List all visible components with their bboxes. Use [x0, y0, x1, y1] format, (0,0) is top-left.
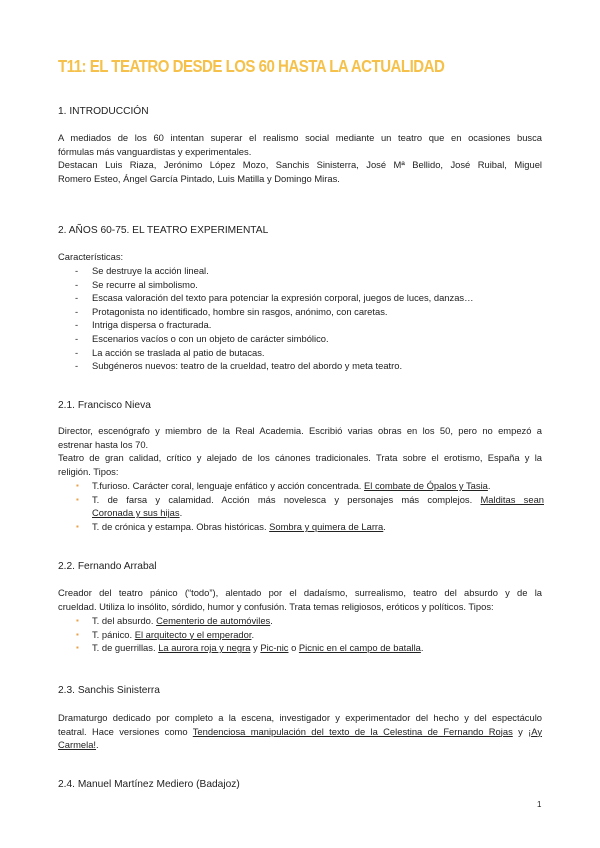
text-line: teatral. Hace versiones como Tendenciosa manipulación del texto de la Celestina de Fernando Rojas y ¡Ay	[58, 725, 543, 737]
characteristics-list	[58, 264, 548, 373]
text-line: Creador del teatro pánico (“todo”), alentado por el dadaísmo, surrealismo, teatro del absurdo y de la	[58, 587, 542, 598]
work-title: Tendenciosa manipulación del texto de la Celestina de Fernando Rojas	[192, 725, 513, 737]
list-item: ▪ T. de guerrillas. La aurora roja y negra y Pic-nic o Picnic en el campo de batalla.	[58, 641, 544, 655]
text-line: Dramaturgo dedicado por completo a la escena, investigador y experimentador del hecho y del espectáculo	[58, 712, 542, 723]
nieva-paragraph	[58, 424, 542, 478]
text-line: Romero Esteo, Ángel García Pintado, Luis Matilla y Domingo Miras.	[58, 172, 340, 184]
list-item: ▪ T. del absurdo. Cementerio de automóviles.	[58, 614, 544, 628]
text-line: estrenar hasta los 70.	[58, 438, 149, 450]
list-item: ▪ T.furioso. Carácter coral, lenguaje enfático y acción concentrada. El combate de Ópalos y Tasia.	[58, 479, 544, 493]
page-title: T11: EL TEATRO DESDE LOS 60 HASTA LA ACTUALIDAD	[58, 56, 445, 76]
work-title: Malditas sean	[480, 493, 544, 505]
section-heading-francisco-nieva: 2.1. Francisco Nieva	[58, 400, 151, 411]
work-title: ¡Ay	[528, 725, 543, 737]
list-item: ▪ T. de crónica y estampa. Obras históricas. Sombra y quimera de Larra.	[58, 520, 544, 534]
characteristics-label: Características:	[58, 251, 124, 262]
text-line: religión. Tipos:	[58, 465, 119, 477]
work-title: El combate de Ópalos y Tasia	[364, 480, 488, 491]
list-item: - Escasa valoración del texto para potenciar la expresión corporal, juegos de luces, danzas…	[58, 291, 548, 305]
text-line: Carmela!.	[58, 739, 99, 751]
list-item: - Se recurre al simbolismo.	[58, 278, 548, 292]
work-title: El arquitecto y el emperador	[134, 628, 252, 640]
arrabal-paragraph	[58, 586, 542, 613]
list-item: - Subgéneros nuevos: teatro de la crueldad, teatro del abordo y meta teatro.	[58, 359, 548, 373]
arrabal-types-list	[58, 614, 544, 655]
list-item: - Intriga dispersa o fracturada.	[58, 318, 548, 332]
section-heading-sanchis-sinisterra: 2.3. Sanchis Sinisterra	[58, 685, 160, 696]
page-number: 1	[537, 800, 542, 809]
work-title: Carmela!	[58, 739, 97, 751]
work-title: La aurora roja y negra	[158, 642, 251, 654]
text-line: Director, escenógrafo y miembro de la Real Academia. Escribió varias obras en los 50, pero no empezó a	[58, 425, 542, 436]
intro-paragraph	[58, 131, 542, 185]
work-title: Cementerio de automóviles	[156, 615, 271, 626]
text-line: A mediados de los 60 intentan superar el realismo social mediante un teatro que en ocasiones busca	[58, 132, 542, 143]
work-title: Coronada y sus hijas	[92, 507, 180, 519]
list-item: - Escenarios vacíos o con un objeto de carácter simbólico.	[58, 332, 548, 346]
sinisterra-paragraph	[58, 711, 542, 752]
section-heading-fernando-arrabal: 2.2. Fernando Arrabal	[58, 561, 157, 572]
work-title: Sombra y quimera de Larra	[269, 520, 384, 532]
section-heading-introduccion: 1. INTRODUCCIÓN	[58, 106, 149, 117]
list-item: - La acción se traslada al patio de butacas.	[58, 346, 548, 360]
section-heading-teatro-experimental: 2. AÑOS 60-75. EL TEATRO EXPERIMENTAL	[58, 225, 269, 236]
list-item: ▪ T. pánico. El arquitecto y el emperador.	[58, 628, 544, 642]
work-title: Pic-nic	[260, 642, 289, 654]
list-item: ▪ T. de farsa y calamidad. Acción más novelesca y personajes más complejos. Malditas sean Coronada y sus hijas.	[58, 493, 544, 520]
text-line: crueldad. Utiliza lo insólito, sórdido, humor y confusión. Trata temas religiosos, eróticos y políticos. Tipos:	[58, 600, 494, 612]
list-item: - Se destruye la acción lineal.	[58, 264, 548, 278]
text-line: Teatro de gran calidad, crítico y alejado de los cánones tradicionales. Trata sobre el erotismo, España y la	[58, 452, 542, 464]
text-line: Destacan Luis Riaza, Jerónimo López Mozo, Sanchis Sinisterra, José Mª Bellido, José Ruibal, Miguel	[58, 159, 542, 171]
work-title: Picnic en el campo de batalla	[298, 642, 421, 654]
text-line: fórmulas más vanguardistas y experimentales.	[58, 145, 252, 157]
list-item: - Protagonista no identificado, hombre sin rasgos, anónimo, con caretas.	[58, 305, 548, 319]
section-heading-martinez-mediero: 2.4. Manuel Martínez Mediero (Badajoz)	[58, 779, 240, 790]
nieva-types-list	[58, 479, 544, 533]
